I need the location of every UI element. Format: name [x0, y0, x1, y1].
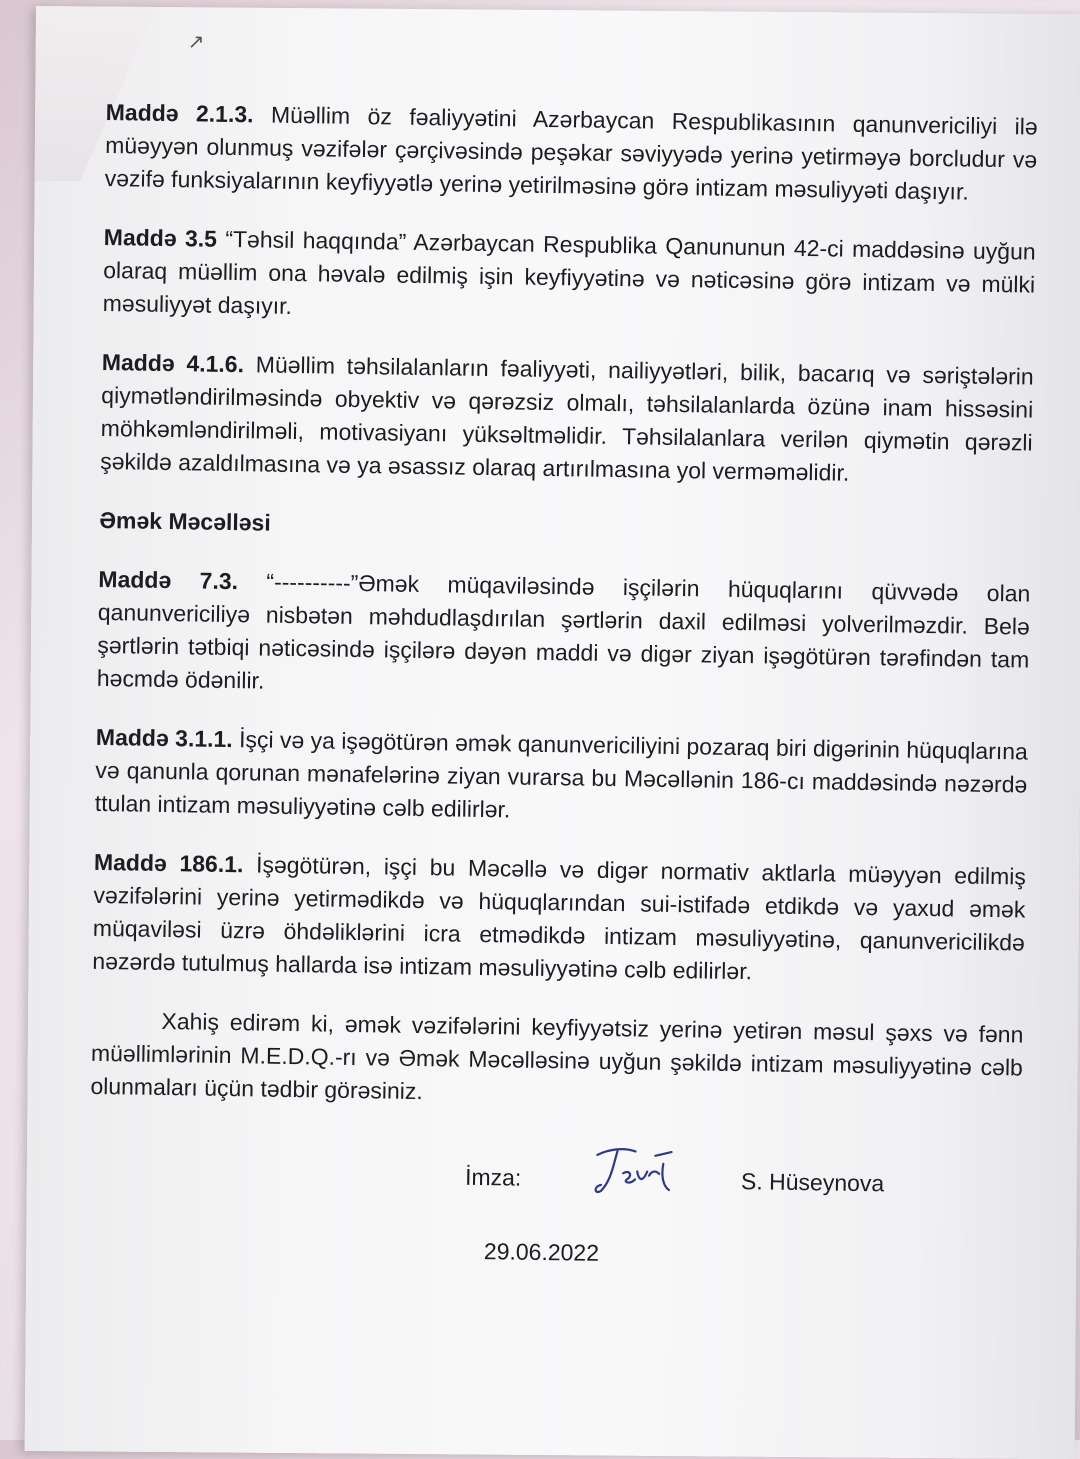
article-text: “----------”Əmək müqaviləsində işçilərin hüquqlarını qüvvədə olan qanunvericiliyə nisbətən məhdudlaşdırılan şərtlərin daxil edilməsi yolverilməzdir. Belə şərtlərin tətbiqi nəticəsində işçilərə dəyən maddi və digər ziyan işəgötürən tərəfindən tam həcmdə ödənilir.	[96, 568, 1031, 694]
pen-mark: ↗	[187, 29, 205, 54]
article-3-1-1	[95, 721, 1028, 835]
article-2-1-3	[104, 96, 1037, 210]
document-body	[88, 96, 1038, 1276]
signature-label: İmza:	[464, 1163, 522, 1191]
article-label: Maddə 7.3.	[98, 565, 239, 595]
handwritten-signature	[589, 1141, 680, 1202]
document-date: 29.06.2022	[483, 1238, 600, 1266]
article-3-5	[102, 221, 1035, 335]
article-label: Maddə 3.5	[103, 223, 218, 252]
article-text: “Təhsil haqqında” Azərbaycan Respublika Qanununun 42-ci maddəsinə uyğun olaraq müəllim ona həvalə edilmiş işin keyfiyyətinə və nəticəsinə görə intizam və mülki məsuliyyət daşıyır.	[102, 225, 1036, 319]
signer-name: S. Hüseynova	[740, 1168, 885, 1197]
article-4-1-6	[100, 346, 1034, 493]
signature-row	[89, 1143, 1022, 1218]
article-text: Müəllim təhsilalanların fəaliyyəti, nailiyyətləri, bilik, bacarıq və səriştələrin qiymətləndirilməsində obyektiv və qərəzsiz olmalı, təhsilalanlarda özünə inam hissəsini möhkəmləndirilməli, motivasiyanı yüksəltməlidir. Təhsilalanlara verilən qiymətin qərəzli şəkildə azaldılmasına və ya əsassız olaraq artırılmasına yol verməməlidir.	[100, 351, 1034, 486]
article-label: Maddə 4.1.6.	[101, 348, 245, 378]
article-label: Maddə 186.1.	[93, 848, 244, 878]
article-7-3	[97, 563, 1031, 710]
article-label: Maddə 3.1.1.	[95, 723, 233, 753]
article-label: Maddə 2.1.3.	[105, 98, 254, 128]
article-text: İşəgötürən, işçi bu Məcəllə və digər normativ aktlarla müəyyən edilmiş vəzifələrini yerinə yetirmədikdə və hüquqlarından sui-istifadə etdikdə və yaxud əmək müqaviləsi üzrə öhdəliklərini icra etmədikdə intizam məsuliyyətinə, qanunvericilikdə nəzərdə tutulmuş hallarda isə intizam məsuliyyətinə cəlb edilirlər.	[92, 851, 1027, 985]
section-heading: Əmək Məcəlləsi	[99, 506, 271, 536]
article-186-1	[92, 846, 1026, 993]
closing-request: Xahiş edirəm ki, əmək vəzifələrini keyfiyyətsiz yerinə yetirən məsul şəxs və fənn müəllimlərinin M.E.D.Q.-rı və Əmək Məcəlləsinə uyğun şəkildə intizam məsuliyyətinə cəlb olunmaları üçün tədbir görəsiniz.	[90, 1007, 1024, 1105]
article-text: Müəllim öz fəaliyyətini Azərbaycan Respublikasının qanunvericiliyi ilə müəyyən olunmuş vəzifələr çərçivəsində peşəkar səviyyədə yerinə yetirməyə borcludur və vəzifə funksiyalarının keyfiyyətlə yerinə yetirilməsinə görə intizam məsuliyyəti daşıyır.	[104, 101, 1038, 205]
article-text: İşçi və ya işəgötürən əmək qanunvericiliyini pozaraq biri digərinin hüquqlarına və qanunla qorunan mənafelərinə ziyan vurarsa bu Məcəllənin 186-cı maddəsində nəzərdə ttulan intizam məsuliyyətinə cəlb edilirlər.	[94, 726, 1029, 823]
